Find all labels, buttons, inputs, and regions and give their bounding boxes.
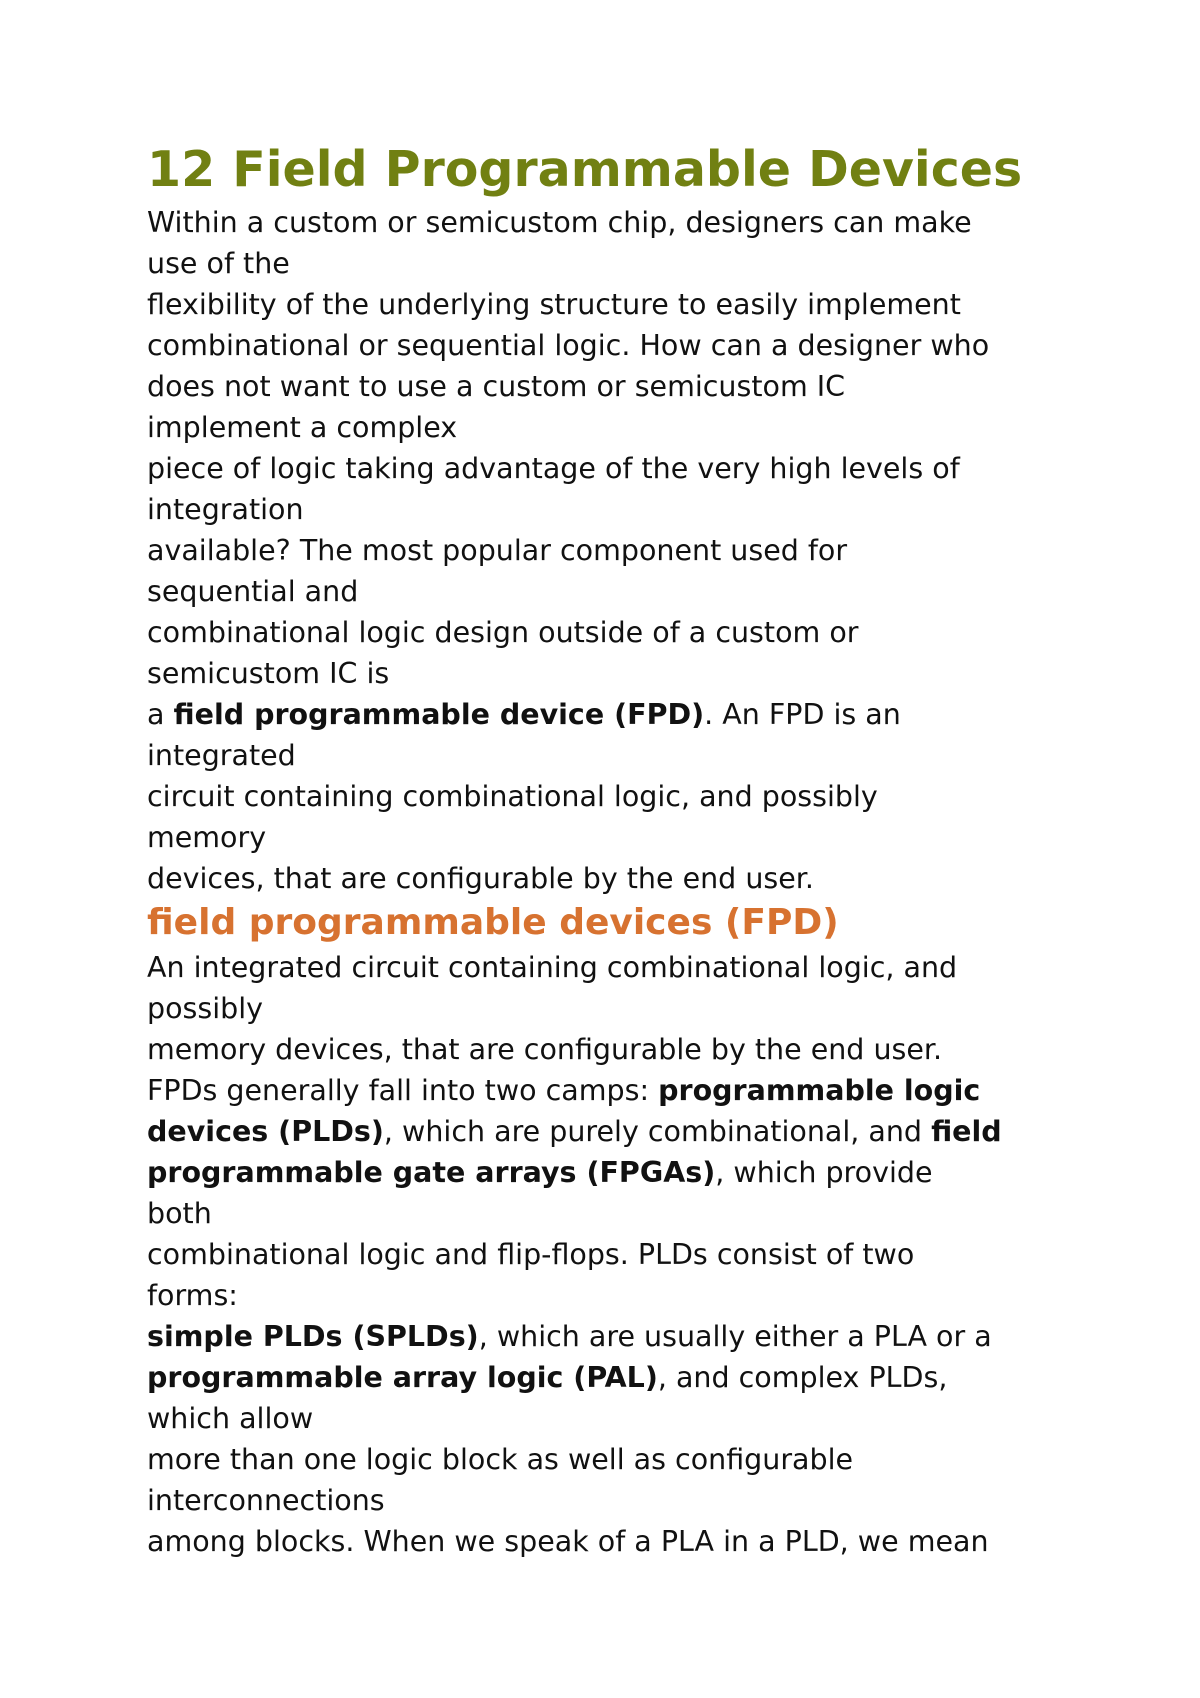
- document-page: [147, 140, 1097, 1562]
- text-line: combinational or sequential logic. How can a designer who: [147, 329, 990, 362]
- text-span: FPDs generally fall into two camps:: [147, 1074, 659, 1107]
- term-pld: programmable logic: [658, 1074, 981, 1107]
- intro-paragraph: [147, 202, 1097, 899]
- text-line: more than one logic block as well as configurable: [147, 1443, 854, 1476]
- text-line: combinational logic and flip-flops. PLDs consist of two: [147, 1238, 915, 1271]
- text-line: [147, 1070, 1097, 1111]
- term-fpga: programmable gate arrays (FPGAs): [147, 1156, 716, 1189]
- page-title: 12 Field Programmable Devices: [147, 141, 1023, 198]
- text-span: , which provide: [715, 1156, 933, 1189]
- text-line: combinational logic design outside of a custom or: [147, 616, 859, 649]
- camps-paragraph: [147, 1070, 1097, 1562]
- text-line: piece of logic taking advantage of the very high levels of: [147, 452, 960, 485]
- term-pal: programmable array logic (PAL): [147, 1361, 658, 1394]
- term-spld: simple PLDs (SPLDs): [147, 1320, 479, 1353]
- text-line: integration: [147, 493, 304, 526]
- text-line: [147, 1357, 1097, 1398]
- text-line: which allow: [147, 1402, 314, 1435]
- term-pld: devices (PLDs): [147, 1115, 384, 1148]
- text-line: An integrated circuit containing combinational logic, and: [147, 951, 958, 984]
- text-line: [147, 1152, 1097, 1193]
- text-span: , which are purely combinational, and: [383, 1115, 932, 1148]
- text-line: implement a complex: [147, 411, 458, 444]
- text-line: memory devices, that are configurable by the end user.: [147, 1033, 943, 1066]
- text-span: , and complex PLDs,: [657, 1361, 948, 1394]
- text-line: interconnections: [147, 1484, 385, 1517]
- text-line: devices, that are configurable by the end user.: [147, 862, 814, 895]
- text-line: both: [147, 1197, 212, 1230]
- section-heading: field programmable devices (FPD): [147, 902, 839, 943]
- text-line: memory: [147, 821, 267, 854]
- term-fpd: field programmable device (FPD): [173, 698, 705, 731]
- text-line: semicustom IC is: [147, 657, 390, 690]
- text-line: circuit containing combinational logic, and possibly: [147, 780, 878, 813]
- text-line: available? The most popular component used for: [147, 534, 848, 567]
- text-line: forms:: [147, 1279, 238, 1312]
- definition-paragraph: [147, 947, 1097, 1070]
- text-span: a: [147, 698, 174, 731]
- text-line: integrated: [147, 739, 296, 772]
- text-line: Within a custom or semicustom chip, designers can make: [147, 206, 972, 239]
- text-line: sequential and: [147, 575, 359, 608]
- text-line: possibly: [147, 992, 264, 1025]
- text-line: among blocks. When we speak of a PLA in a PLD, we mean: [147, 1525, 989, 1558]
- text-line: [147, 694, 1097, 735]
- text-span: . An FPD is an: [704, 698, 901, 731]
- text-line: does not want to use a custom or semicustom IC: [147, 370, 846, 403]
- text-line: [147, 1316, 1097, 1357]
- text-line: flexibility of the underlying structure to easily implement: [147, 288, 961, 321]
- text-line: [147, 1111, 1097, 1152]
- text-span: , which are usually either a PLA or a: [478, 1320, 992, 1353]
- term-fpga: field: [931, 1115, 1002, 1148]
- text-line: use of the: [147, 247, 290, 280]
